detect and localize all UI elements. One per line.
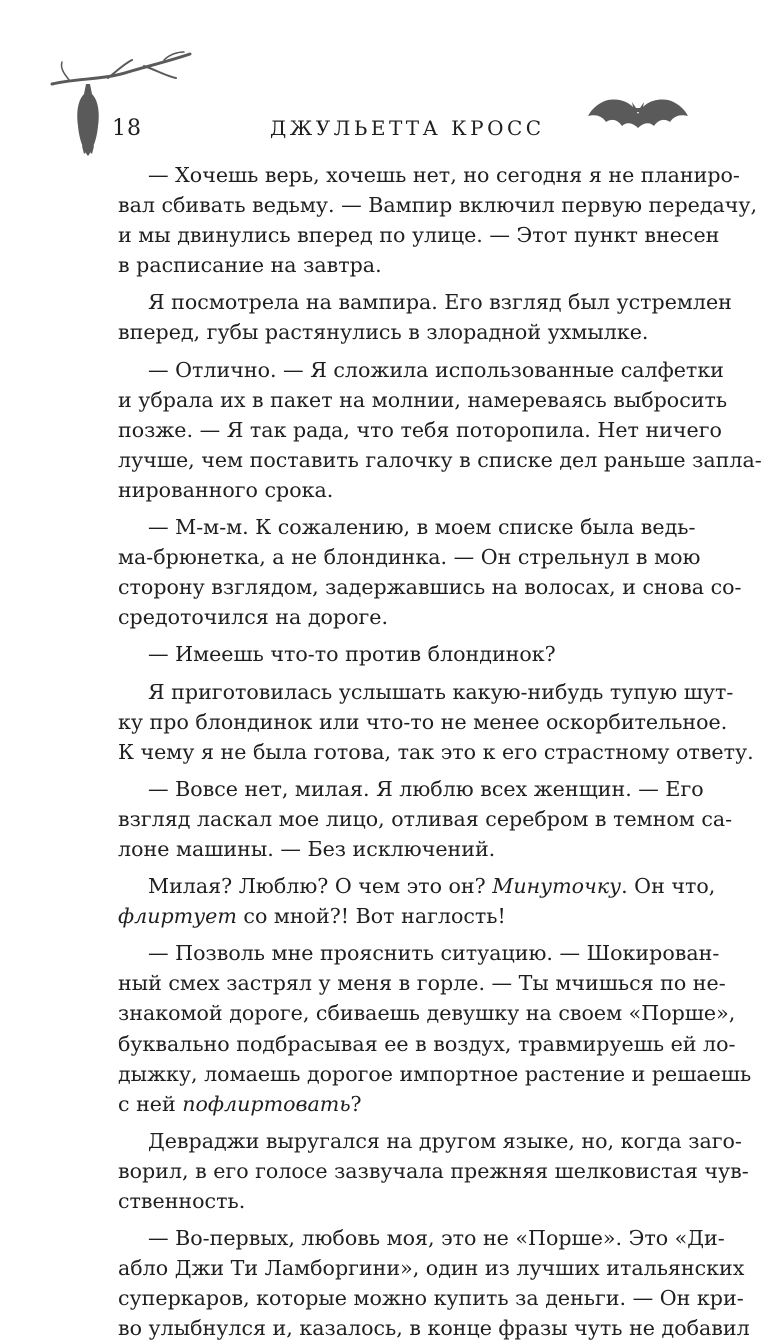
text-line: флиртует со мной?! Вот наглость! — [118, 904, 506, 929]
text-line: суперкаров, которые можно купить за деньги. — Он кри- — [118, 1286, 744, 1311]
text-line: Я посмотрела на вампира. Его взгляд был устремлен — [148, 290, 732, 315]
text-line: — Отлично. — Я сложила использованные салфетки — [148, 357, 724, 382]
text-line: ный смех застрял у меня в горле. — Ты мчишься по не- — [118, 971, 726, 996]
text-line: — Вовсе нет, милая. Я люблю всех женщин. — Его — [148, 776, 704, 801]
text-line: Девраджи выругался на другом языке, но, когда заго- — [148, 1128, 742, 1153]
text-line: ственность. — [118, 1189, 246, 1213]
paragraph — [118, 677, 754, 767]
text-line: абло Джи Ти Ламборгини», один из лучших итальянских — [118, 1256, 745, 1281]
text-line: нированного срока. — [118, 477, 334, 502]
paragraph — [118, 287, 732, 347]
branch-with-bat-icon — [48, 50, 198, 160]
body-text — [118, 160, 762, 1343]
text-line: вал сбивать ведьму. — Вампир включил первую передачу, — [118, 193, 758, 218]
text-line: во улыбнулся и, казалось, в конце фразы чуть не добавил — [118, 1316, 750, 1341]
paragraph — [118, 639, 681, 669]
paragraph — [118, 774, 733, 864]
paragraph — [118, 160, 758, 280]
paragraph — [118, 512, 742, 632]
text-line: ворил, в его голосе зазвучала прежняя шелковистая чув- — [118, 1158, 749, 1183]
text-line: и мы двинулись вперед по улице. — Этот пункт внесен — [118, 223, 720, 248]
paragraph — [118, 1223, 750, 1343]
text-line: взгляд ласкал мое лицо, отливая серебром в темном са- — [118, 806, 733, 831]
paragraph — [118, 355, 762, 505]
running-head-author: ДЖУЛЬЕТТА КРОСС — [270, 116, 545, 140]
paragraph — [118, 938, 752, 1119]
text-line: — Во-первых, любовь моя, это не «Порше». Это «Ди- — [148, 1226, 725, 1251]
text-line: и убрала их в пакет на молнии, намереваясь выбросить — [118, 387, 728, 412]
text-line: — Позволь мне прояснить ситуацию. — Шокирован- — [148, 941, 720, 966]
text-line: Я приготовилась услышать какую-нибудь тупую шут- — [148, 679, 734, 704]
text-line: лоне машины. — Без исключений. — [118, 836, 496, 861]
text-line: ку про блондинок или что-то не менее оскорбительное. — [118, 709, 728, 734]
text-line: с ней пофлиртовать? — [118, 1091, 362, 1116]
paragraph — [118, 871, 716, 931]
italic-word: пофлиртовать — [182, 1091, 351, 1116]
text-line: — М-м-м. К сожалению, в моем списке была ведь- — [148, 515, 696, 540]
text-line: знакомой дороге, сбиваешь девушку на своем «Порше», — [118, 1001, 736, 1026]
italic-word: флиртует — [118, 904, 237, 929]
paragraph — [118, 1126, 749, 1216]
page-header — [0, 0, 768, 165]
text-line: К чему я не была готова, так это к его страстному ответу. — [118, 739, 754, 764]
text-line: вперед, губы растянулись в злорадной ухмылке. — [118, 320, 649, 345]
text-line: ма-брюнетка, а не блондинка. — Он стрельнул в мою — [118, 545, 701, 570]
text-line: средоточился на дороге. — [118, 605, 389, 630]
text-line: буквально подбрасывая ее в воздух, травмируешь ей ло- — [118, 1031, 736, 1056]
text-line: — Хочешь верь, хочешь нет, но сегодня я не планиро- — [148, 163, 740, 187]
text-line: — Имеешь что-то против блондинок? — [148, 642, 556, 667]
text-line: в расписание на завтра. — [118, 253, 382, 278]
text-line: сторону взглядом, задержавшись на волосах, и снова со- — [118, 575, 742, 600]
text-line: дыжку, ломаешь дорогое импортное растение и решаешь — [118, 1061, 752, 1086]
text-line: лучше, чем поставить галочку в списке дел раньше запла- — [118, 447, 762, 472]
flying-bat-icon — [586, 88, 690, 140]
text-line: Милая? Люблю? О чем это он? Минуточку. Он что, — [148, 874, 716, 899]
italic-word: Минуточку — [492, 874, 622, 899]
page-number: 18 — [112, 116, 142, 141]
text-line: позже. — Я так рада, что тебя поторопила. Нет ничего — [118, 417, 722, 442]
